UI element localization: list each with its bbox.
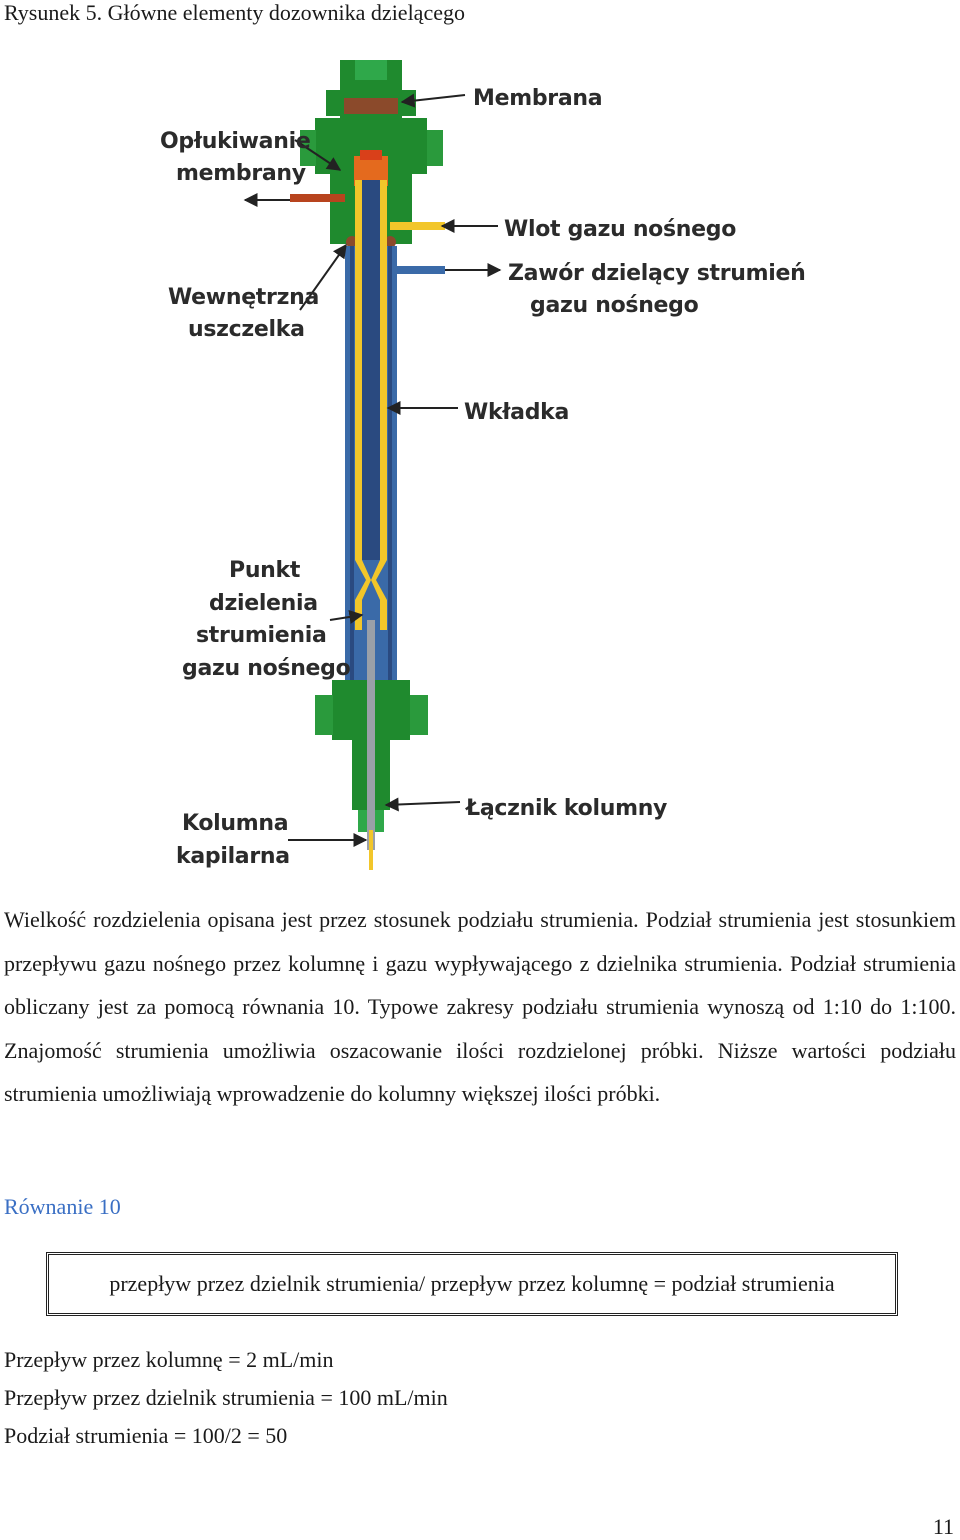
label-lacznik: Łącznik kolumny [466,796,668,821]
page-number: 11 [932,1514,954,1539]
example-line-2: Przepływ przez dzielnik strumienia = 100 mL/min [4,1385,448,1410]
label-zawor-2: gazu nośnego [530,293,699,318]
carrier-gas-inlet [390,222,445,230]
label-kolumna-1: Kolumna [182,811,289,836]
label-wkladka: Wkładka [464,400,570,425]
label-uszczelka-1: Wewnętrzna [168,285,319,310]
capillary-column [367,620,375,850]
equation-text: przepływ przez dzielnik strumienia/ przepływ przez kolumnę = podział strumienia [109,1271,835,1296]
split-injector-diagram [140,50,820,880]
label-punkt-2: dzielenia [209,591,318,616]
split-vent [390,266,445,274]
septum-purge-line [290,194,345,202]
label-punkt-4: gazu nośnego [182,656,351,681]
figure-caption: Rysunek 5. Główne elementy dozownika dzielącego [4,0,465,25]
label-oplukiwanie-1: Opłukiwanie [160,129,311,154]
equation-label: Równanie 10 [4,1194,121,1219]
label-zawor-1: Zawór dzielący strumień [508,261,806,286]
example-line-3: Podział strumienia = 100/2 = 50 [4,1423,288,1448]
body-paragraph: Wielkość rozdzielenia opisana jest przez stosunek podziału strumienia. Podział strumienia jest stosunkiem przepływu gazu nośnego przez kolumnę i gazu wypływającego z dzielnika strumienia. Podział strumienia obliczany jest za pomocą równania 10. Typowe zakresy podziału strumienia wynoszą od 1:10 do 1:100. Znajomość strumienia umożliwia oszacowanie ilości rozdzielonej próbki. Niższe wartości podziału strumienia umożliwiają wprowadzenie do kolumny większej ilości próbki. [4,907,956,1106]
label-punkt-1: Punkt [229,558,301,583]
label-uszczelka-2: uszczelka [188,317,305,342]
label-oplukiwanie-2: membrany [176,161,306,186]
label-punkt-3: strumienia [196,623,327,648]
label-kolumna-2: kapilarna [176,844,290,869]
septum [344,98,398,114]
example-line-1: Przepływ przez kolumnę = 2 mL/min [4,1347,334,1372]
label-membrana: Membrana [473,86,603,111]
equation-box [46,1252,898,1316]
label-wlot: Wlot gazu nośnego [504,217,737,242]
